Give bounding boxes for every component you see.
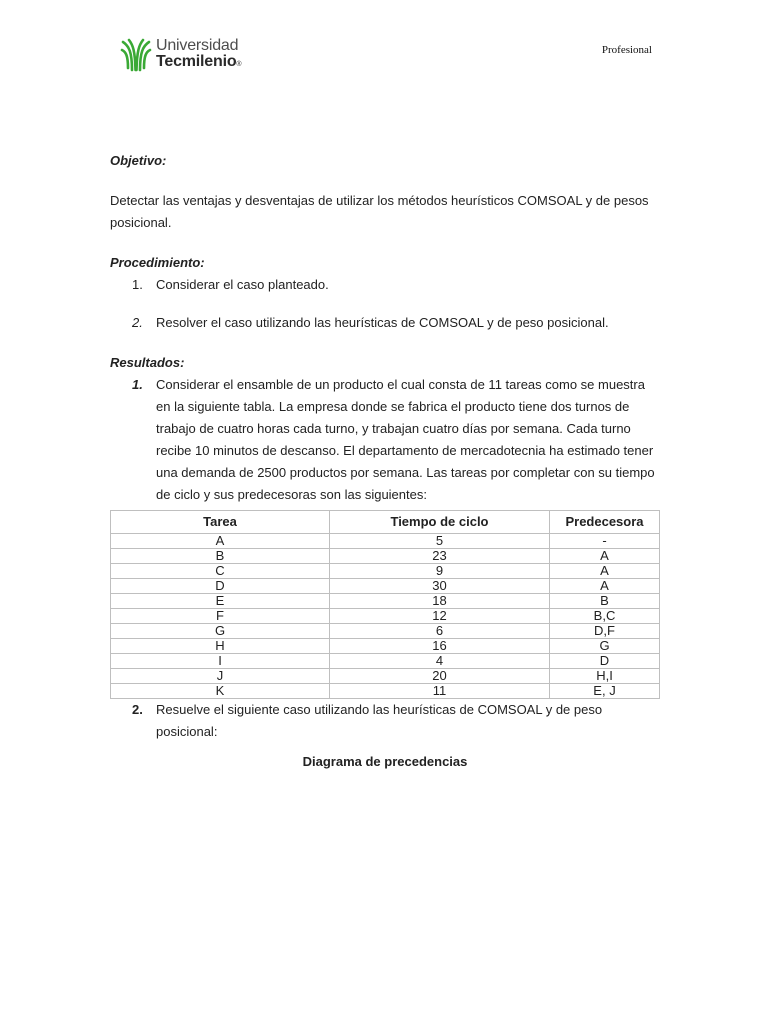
table-cell: F: [111, 609, 330, 624]
table-cell: D: [550, 654, 660, 669]
table-row: [111, 579, 660, 594]
table-cell: 11: [330, 684, 550, 699]
resultados-heading: Resultados:: [110, 355, 185, 370]
table-row: [111, 534, 660, 549]
table-cell: D: [111, 579, 330, 594]
page-header: [0, 0, 768, 90]
header-label: Profesional: [601, 44, 652, 56]
column-header-tiempo: Tiempo de ciclo: [330, 511, 550, 534]
table-cell: 12: [330, 609, 550, 624]
logo-brand-name: Tecmilenio: [156, 53, 237, 70]
resultados-list-continued: [110, 699, 660, 743]
resultados-list: [110, 374, 660, 506]
column-header-predecesora: Predecesora: [550, 511, 660, 534]
table-cell: H: [111, 639, 330, 654]
table-cell: H,I: [550, 669, 660, 684]
table-row: [111, 639, 660, 654]
list-item: [110, 312, 660, 334]
list-item-number: 1.: [132, 277, 143, 292]
table-row: [111, 654, 660, 669]
table-cell: 20: [330, 669, 550, 684]
table-cell: 30: [330, 579, 550, 594]
list-item-text: Resolver el caso utilizando las heurísticas de COMSOAL y de peso posicional.: [156, 315, 609, 330]
list-item-number: 1.: [132, 377, 143, 392]
list-item-number: 2.: [132, 315, 143, 330]
table-row: [111, 669, 660, 684]
table-header-row: [111, 511, 660, 534]
list-item-text: Considerar el caso planteado.: [156, 277, 329, 292]
procedimiento-list: [110, 274, 660, 334]
list-item: [110, 274, 660, 296]
logo-text-tecmilenio: [156, 54, 241, 70]
table-cell: E: [111, 594, 330, 609]
logo-text-universidad: Universidad: [156, 37, 239, 54]
table-cell: 23: [330, 549, 550, 564]
table-row: [111, 594, 660, 609]
table-cell: 9: [330, 564, 550, 579]
table-row: [111, 624, 660, 639]
table-cell: J: [111, 669, 330, 684]
document-body: [110, 150, 660, 773]
table-row: [111, 684, 660, 699]
logo-registered-mark: ®: [236, 61, 242, 68]
list-item-text: Resuelve el siguiente caso utilizando las heurísticas de COMSOAL y de peso posicional:: [156, 702, 603, 739]
table-row: [111, 549, 660, 564]
table-cell: 18: [330, 594, 550, 609]
table-cell: B: [550, 594, 660, 609]
table-cell: G: [111, 624, 330, 639]
table-cell: -: [550, 534, 660, 549]
table-cell: A: [550, 579, 660, 594]
table-cell: B: [111, 549, 330, 564]
table-cell: 16: [330, 639, 550, 654]
table-cell: A: [550, 564, 660, 579]
table-row: [111, 564, 660, 579]
table-cell: 6: [330, 624, 550, 639]
tecmilenio-leaf-logo-icon: [120, 38, 152, 72]
list-item: [110, 374, 660, 506]
table-cell: 4: [330, 654, 550, 669]
list-item-text: Considerar el ensamble de un producto el cual consta de 11 tareas como se muestra en la siguiente tabla. La empresa donde se fabrica el producto tiene dos turnos de trabajo de cuatro horas cada turno, y trabajan cuatro días por semana. Cada turno recibe 10 minutos de descanso. El departamento de mercadotecnia ha estimado tener una demanda de 2500 productos por semana. Las tareas por completar con su tiempo de ciclo y sus predecesoras son las siguientes:: [156, 377, 655, 502]
table-body: [111, 534, 660, 699]
diagram-title: Diagrama de precedencias: [302, 754, 468, 769]
table-cell: C: [111, 564, 330, 579]
column-header-tarea: Tarea: [111, 511, 330, 534]
table-cell: 5: [330, 534, 550, 549]
table-cell: E, J: [550, 684, 660, 699]
table-cell: A: [111, 534, 330, 549]
table-cell: I: [111, 654, 330, 669]
table-cell: A: [550, 549, 660, 564]
list-item: [110, 699, 660, 743]
table-cell: B,C: [550, 609, 660, 624]
table-cell: K: [111, 684, 330, 699]
university-logo: [120, 38, 250, 74]
procedimiento-heading: Procedimiento:: [110, 255, 205, 270]
table-row: [111, 609, 660, 624]
table-cell: G: [550, 639, 660, 654]
objetivo-text: Detectar las ventajas y desventajas de utilizar los métodos heurísticos COMSOAL y de pesos posicional.: [110, 193, 649, 230]
tasks-table: [110, 510, 660, 699]
objetivo-heading: Objetivo:: [110, 153, 167, 168]
table-cell: D,F: [550, 624, 660, 639]
list-item-number: 2.: [132, 702, 143, 717]
